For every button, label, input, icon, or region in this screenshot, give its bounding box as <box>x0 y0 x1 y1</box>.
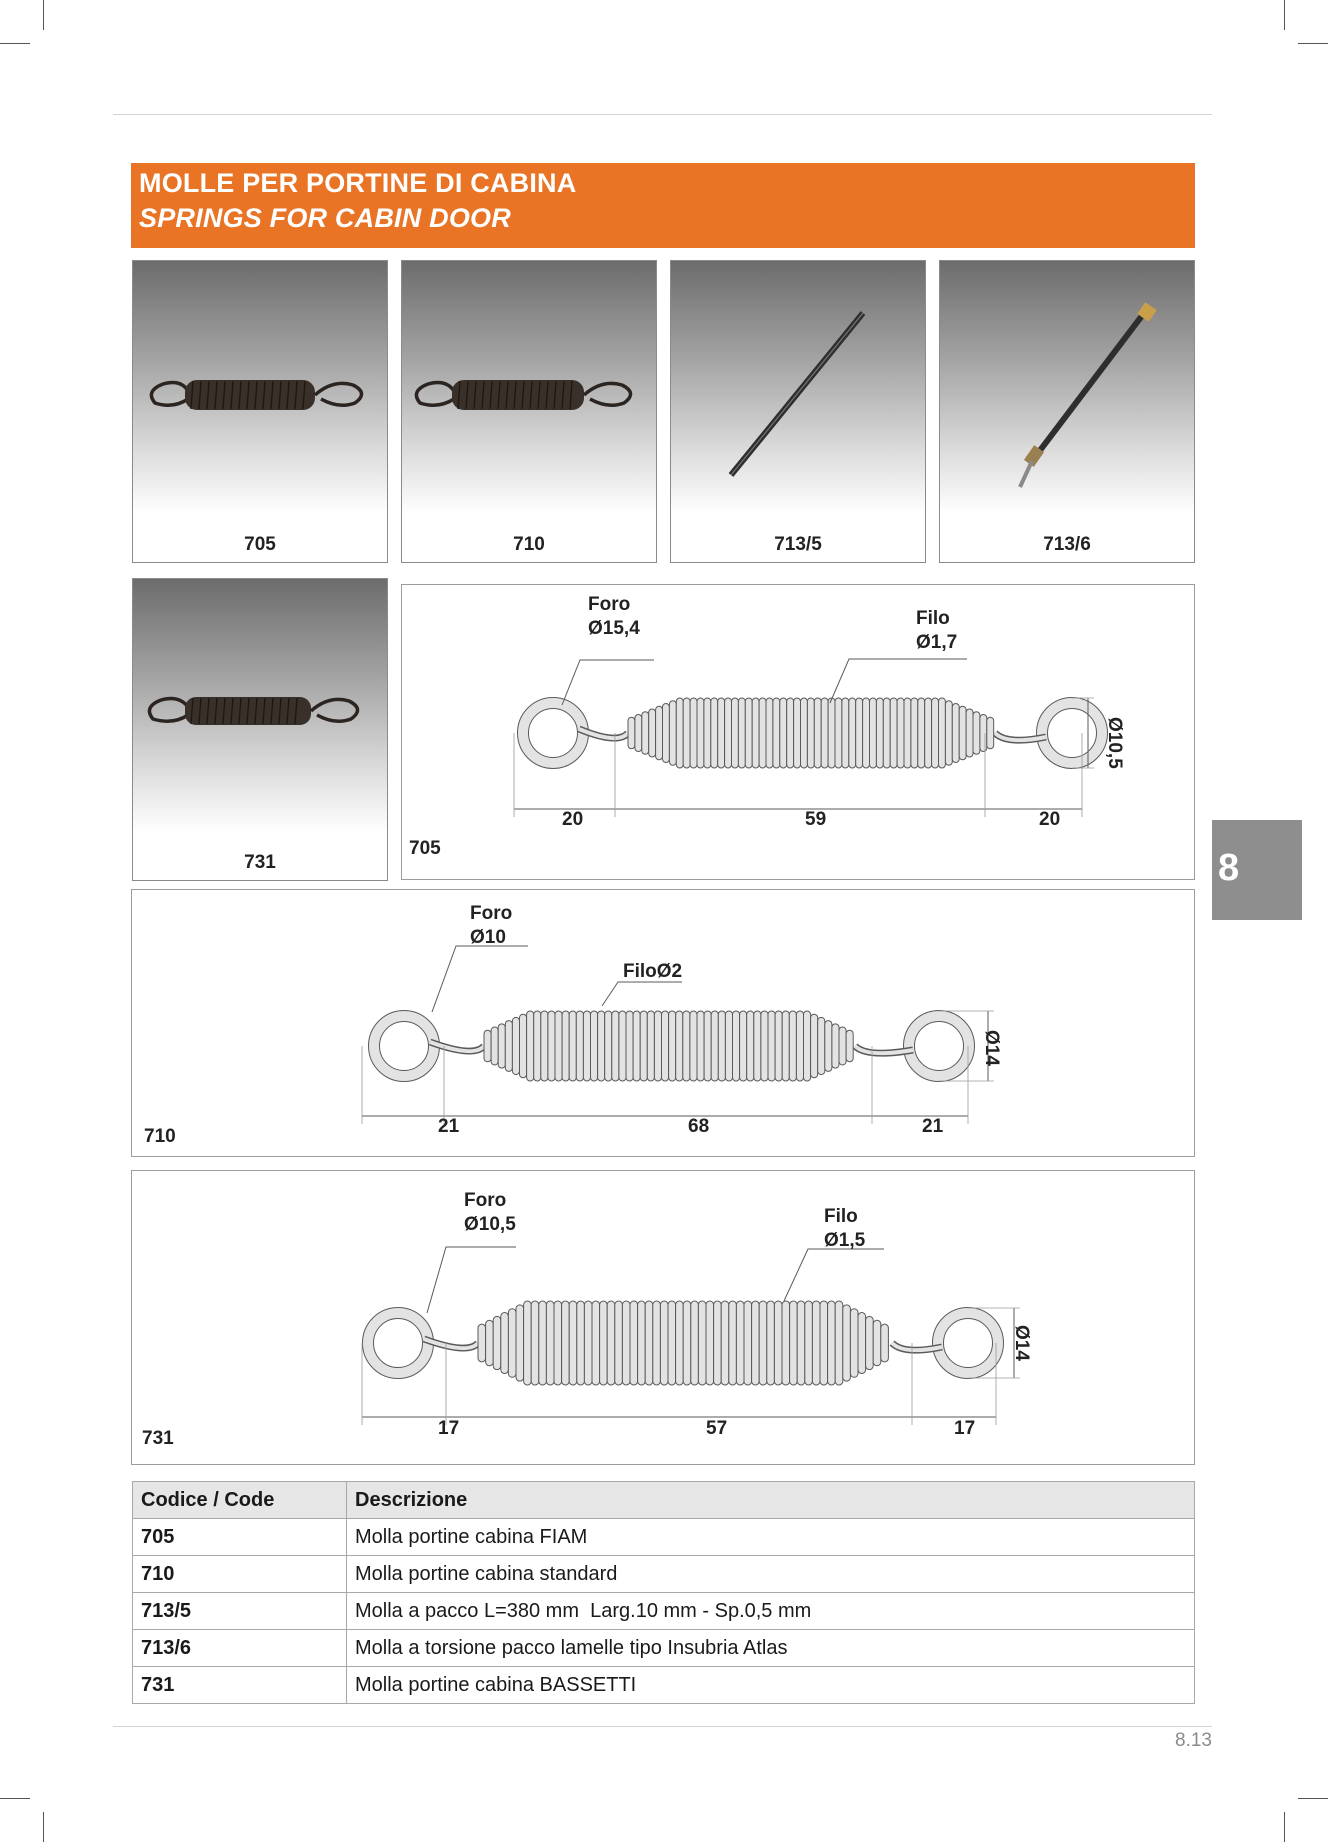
dimension-right: 20 <box>1039 809 1061 830</box>
cell-code: 713/5 <box>133 1593 347 1630</box>
photo-code: 713/6 <box>1043 534 1091 555</box>
spring-drawing <box>132 890 1194 1156</box>
product-photo-731 <box>132 578 388 881</box>
table-row <box>133 1556 1195 1593</box>
dimension-body: 59 <box>805 809 827 830</box>
drawing-code: 705 <box>409 838 441 859</box>
dimension-right: 21 <box>922 1116 944 1137</box>
section-tab: 8 <box>1212 820 1302 920</box>
cell-code: 705 <box>133 1519 347 1556</box>
cell-code: 710 <box>133 1556 347 1593</box>
wire-label: Filo Ø1,5 <box>824 1206 866 1251</box>
title-italian: MOLLE PER PORTINE DI CABINA <box>139 168 577 198</box>
column-header-description: Descrizione <box>347 1482 1195 1519</box>
photo-code: 710 <box>513 534 545 555</box>
diameter-label: Ø14 <box>1011 1325 1032 1361</box>
diameter-label: Ø14 <box>981 1030 1002 1066</box>
dimension-left: 17 <box>438 1418 460 1439</box>
photo-code: 705 <box>244 534 276 555</box>
spring-photo-image <box>133 579 387 880</box>
drawing-code: 710 <box>144 1126 176 1147</box>
hole-label: Foro Ø10 <box>470 903 513 948</box>
table-row <box>133 1667 1195 1704</box>
cell-description: Molla portine cabina standard <box>347 1556 1195 1593</box>
spring-drawing <box>132 1171 1194 1464</box>
spring-photo-image <box>402 261 656 562</box>
cell-code: 713/6 <box>133 1630 347 1667</box>
spring-drawing <box>402 585 1194 879</box>
spring-photo-image <box>133 261 387 562</box>
table-header-row <box>133 1482 1195 1519</box>
cell-description: Molla portine cabina BASSETTI <box>347 1667 1195 1704</box>
crop-mark <box>43 1812 44 1842</box>
drawing-code: 731 <box>142 1428 174 1449</box>
page-number: 8.13 <box>1175 1730 1212 1751</box>
diameter-label: Ø10,5 <box>1104 717 1125 769</box>
photo-code: 731 <box>244 852 276 873</box>
technical-drawing-710 <box>131 889 1195 1157</box>
crop-mark <box>43 0 44 30</box>
wire-label: FiloØ2 <box>623 961 683 982</box>
dimension-left: 20 <box>562 809 584 830</box>
crop-mark <box>0 1798 30 1799</box>
cell-code: 731 <box>133 1667 347 1704</box>
crop-mark <box>1298 43 1328 44</box>
technical-drawing-705 <box>401 584 1195 880</box>
leaf-spring-image <box>671 261 925 562</box>
section-header <box>131 163 1195 248</box>
codes-table <box>132 1481 1195 1704</box>
crop-mark <box>1298 1798 1328 1799</box>
dimension-body: 68 <box>688 1116 710 1137</box>
crop-mark <box>1284 0 1285 30</box>
product-photo-710 <box>401 260 657 563</box>
product-photo-713-5 <box>670 260 926 563</box>
dimension-right: 17 <box>954 1418 976 1439</box>
bottom-rule <box>113 1726 1212 1727</box>
hole-label: Foro Ø15,4 <box>588 594 640 639</box>
photo-code: 713/5 <box>774 534 822 555</box>
technical-drawing-731 <box>131 1170 1195 1465</box>
cell-description: Molla a pacco L=380 mm Larg.10 mm - Sp.0,5 mm <box>347 1593 1195 1630</box>
crop-mark <box>0 43 30 44</box>
torsion-spring-image <box>940 261 1194 562</box>
cell-description: Molla a torsione pacco lamelle tipo Insubria Atlas <box>347 1630 1195 1667</box>
product-photo-713-6 <box>939 260 1195 563</box>
table-row <box>133 1630 1195 1667</box>
crop-mark <box>1284 1812 1285 1842</box>
column-header-code: Codice / Code <box>133 1482 347 1519</box>
dimension-body: 57 <box>706 1418 728 1439</box>
hole-label: Foro Ø10,5 <box>464 1190 516 1235</box>
top-rule <box>113 114 1212 115</box>
cell-description: Molla portine cabina FIAM <box>347 1519 1195 1556</box>
table-row <box>133 1519 1195 1556</box>
product-photo-705 <box>132 260 388 563</box>
dimension-left: 21 <box>438 1116 460 1137</box>
table-row <box>133 1593 1195 1630</box>
wire-label: Filo Ø1,7 <box>916 608 958 653</box>
title-english: SPRINGS FOR CABIN DOOR <box>139 203 511 233</box>
